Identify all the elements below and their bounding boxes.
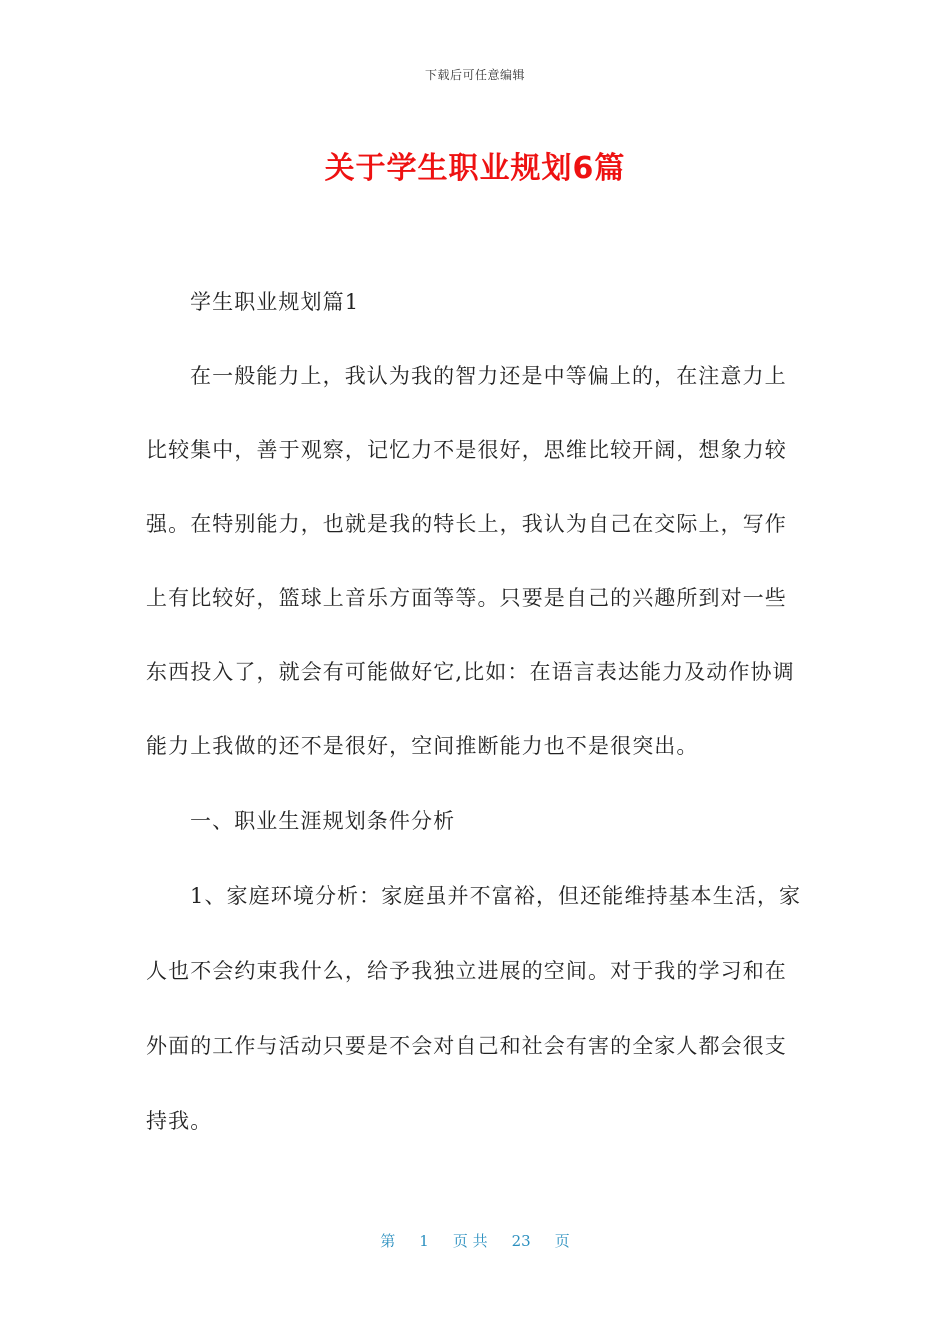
paragraph-line: 外面的工作与活动只要是不会对自己和社会有害的全家人都会很支 xyxy=(146,1034,787,1058)
header-note: 下载后可任意编辑 xyxy=(424,68,525,82)
section-heading: 一、职业生涯规划条件分析 xyxy=(190,809,456,833)
paragraph-line: 1、家庭环境分析：家庭虽并不富裕，但还能维持基本生活，家 xyxy=(190,884,802,908)
footer-page-total: 23 xyxy=(511,1232,531,1250)
paragraph-line: 人也不会约束我什么，给予我独立进展的空间。对于我的学习和在 xyxy=(146,959,787,983)
section-heading: 学生职业规划篇1 xyxy=(190,290,360,314)
paragraph-line: 能力上我做的还不是很好，空间推断能力也不是很突出。 xyxy=(146,734,699,758)
paragraph-line: 持我。 xyxy=(146,1109,213,1133)
page-footer xyxy=(0,1230,950,1251)
footer-suffix: 页 xyxy=(554,1232,570,1250)
paragraph-line: 在一般能力上，我认为我的智力还是中等偏上的，在注意力上 xyxy=(190,364,787,388)
paragraph-line: 上有比较好，篮球上音乐方面等等。只要是自己的兴趣所到对一些 xyxy=(146,586,787,610)
paragraph-line: 东西投入了，就会有可能做好它,比如：在语言表达能力及动作协调 xyxy=(146,660,795,684)
footer-prefix: 第 xyxy=(380,1232,396,1250)
page-title: 关于学生职业规划6篇 xyxy=(324,151,626,186)
paragraph-line: 强。在特别能力，也就是我的特长上，我认为自己在交际上，写作 xyxy=(146,512,787,536)
paragraph-line: 比较集中，善于观察，记忆力不是很好，思维比较开阔，想象力较 xyxy=(146,438,787,462)
footer-page-number: 1 xyxy=(419,1232,429,1250)
footer-middle: 页 共 xyxy=(452,1232,488,1250)
